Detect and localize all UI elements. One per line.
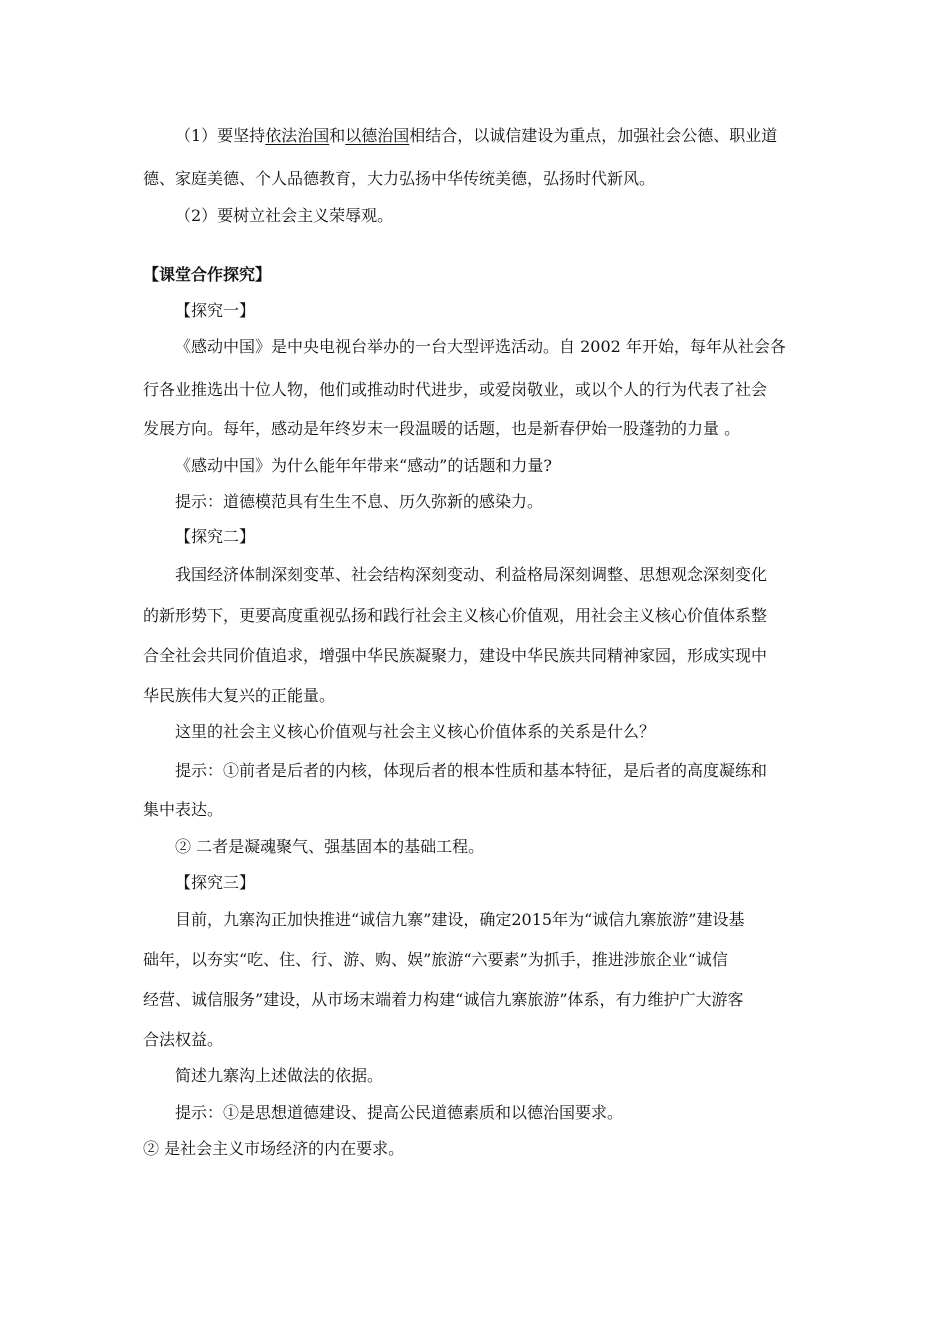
item1-rest: 相结合，以诚信建设为重点，加强社会公德、职业道 [409, 126, 778, 145]
explore2-para-line: 我国经济体制深刻变革、社会结构深刻变动、利益格局深刻调整、思想观念深刻变化 [175, 565, 768, 584]
explore3-hint2: ② 是社会主义市场经济的内在要求。 [143, 1139, 405, 1158]
explore1-para-line: 行各业推选出十位人物，他们或推动时代进步，或爱岗敬业，或以个人的行为代表了社会 [143, 380, 768, 399]
explore1-question: 《感动中国》为什么能年年带来“感动”的话题和力量? [175, 456, 552, 475]
explore1-para-line: 《感动中国》是中央电视台举办的一台大型评选活动。自 2002 年开始，每年从社会各 [175, 337, 786, 356]
explore3-para-line: 目前，九寨沟正加快推进“诚信九寨”建设，确定2015年为“诚信九寨旅游”建设基 [175, 910, 745, 929]
explore3-title: 【探究三】 [175, 873, 256, 892]
explore2-hint-line: 集中表达。 [143, 800, 224, 819]
item1-underline-rule-of-virtue: 以德治国 [345, 126, 410, 145]
section-heading: 【课堂合作探究】 [143, 265, 272, 284]
item1-mid: 和 [329, 126, 346, 145]
explore2-para-line: 合全社会共同价值追求，增强中华民族凝聚力，建设中华民族共同精神家园，形成实现中 [143, 646, 768, 665]
explore2-title: 【探究二】 [175, 527, 256, 546]
explore1-para-line: 发展方向。每年，感动是年终岁末一段温暖的话题，也是新春伊始一股蓬勃的力量 。 [143, 419, 741, 438]
explore2-para-line: 华民族伟大复兴的正能量。 [143, 686, 336, 705]
item2-line: （2）要树立社会主义荣辱观。 [175, 206, 394, 225]
item1-prefix: （1）要坚持 [175, 126, 266, 145]
item1-line2: 德、家庭美德、个人品德教育，大力弘扬中华传统美德，弘扬时代新风。 [143, 169, 656, 188]
explore3-para-line: 经营、诚信服务”建设，从市场末端着力构建“诚信九寨旅游”体系，有力维护广大游客 [143, 990, 744, 1009]
explore3-para-line: 合法权益。 [143, 1030, 224, 1049]
explore1-title: 【探究一】 [175, 301, 256, 320]
explore2-question: 这里的社会主义核心价值观与社会主义核心价值体系的关系是什么？ [175, 722, 656, 741]
explore3-question: 简述九寨沟上述做法的依据。 [175, 1066, 384, 1085]
explore3-para-line: 础年，以夯实“吃、住、行、游、购、娱”旅游“六要素”为抓手，推进涉旅企业“诚信 [143, 950, 728, 969]
explore2-para-line: 的新形势下，更要高度重视弘扬和践行社会主义核心价值观，用社会主义核心价值体系整 [143, 606, 768, 625]
explore1-hint: 提示：道德模范具有生生不息、历久弥新的感染力。 [175, 492, 544, 511]
explore3-hint: 提示：①是思想道德建设、提高公民道德素质和以德治国要求。 [175, 1103, 624, 1122]
item1-underline-rule-of-law: 依法治国 [265, 126, 330, 145]
explore2-hint2: ② 二者是凝魂聚气、强基固本的基础工程。 [175, 837, 485, 856]
explore2-hint-line: 提示：①前者是后者的内核，体现后者的根本性质和基本特征，是后者的高度凝练和 [175, 761, 768, 780]
item1-line1 [175, 126, 815, 146]
